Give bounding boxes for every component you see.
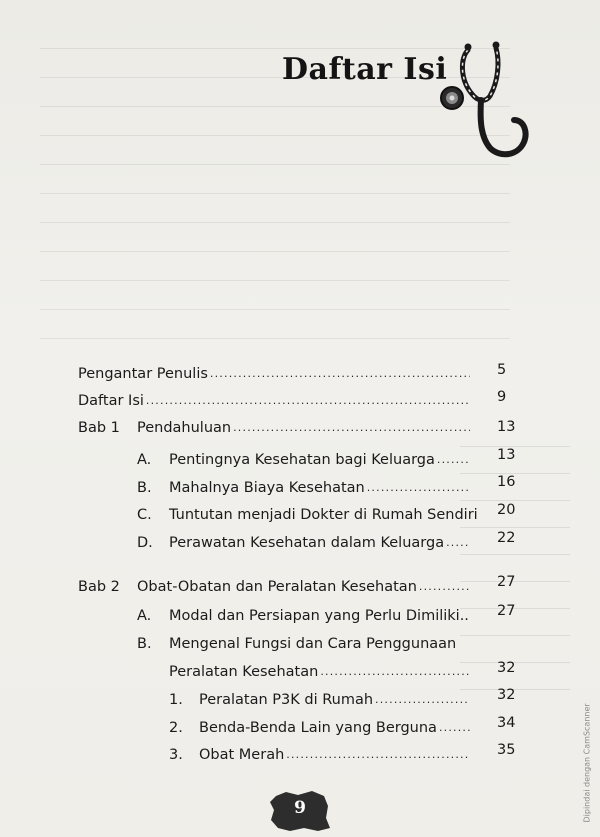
leader-dots <box>419 581 470 592</box>
toc-entry-page: 22 <box>497 530 516 546</box>
toc-entry-label: Pengantar Penulis <box>78 366 208 382</box>
toc-entry-label: Daftar Isi <box>78 393 144 409</box>
section-title: Perawatan Kesehatan dalam Keluarga <box>169 535 445 551</box>
page-number: 9 <box>294 798 306 818</box>
section-title: Mahalnya Biaya Kesehatan <box>169 480 365 496</box>
chapter-number: Bab 1 <box>78 420 120 436</box>
toc-subsection-2[interactable] <box>169 710 474 736</box>
toc-entry-page: 13 <box>497 447 516 463</box>
section-title: Tuntutan menjadi Dokter di Rumah Sendiri <box>169 507 478 523</box>
toc-entry-page: 20 <box>497 502 516 518</box>
subsection-number: 2. <box>169 720 183 736</box>
leader-dots <box>375 694 470 705</box>
section-letter: A. <box>137 452 152 468</box>
subsection-title: Obat Merah <box>199 747 285 763</box>
toc-entry-page: 9 <box>497 389 507 405</box>
leader-dots <box>437 454 470 465</box>
section-title: Mengenal Fungsi dan Cara Penggunaan <box>169 636 457 652</box>
watermark-text: Dipindai dengan CamScanner <box>582 703 592 823</box>
toc-subsection-1[interactable] <box>169 682 474 708</box>
leader-dots <box>146 395 470 406</box>
leader-dots <box>367 482 470 493</box>
chapter-title: Obat-Obatan dan Peralatan Kesehatan <box>137 579 417 595</box>
toc-section-1b[interactable] <box>137 470 474 496</box>
toc-section-2a[interactable] <box>137 598 477 624</box>
section-letter: D. <box>137 535 153 551</box>
toc-chapter-2[interactable] <box>78 569 474 595</box>
section-title-continued: Peralatan Kesehatan <box>169 664 319 680</box>
section-title: Pentingnya Kesehatan bagi Keluarga <box>169 452 435 468</box>
toc-section-1d[interactable] <box>137 525 474 551</box>
section-title: Modal dan Persiapan yang Perlu Dimiliki.. <box>169 608 469 624</box>
leader-dots <box>210 368 470 379</box>
toc-chapter-1[interactable] <box>78 410 474 436</box>
subsection-number: 1. <box>169 692 183 708</box>
section-letter: A. <box>137 608 152 624</box>
toc-section-1c[interactable] <box>137 497 482 523</box>
section-letter: C. <box>137 507 152 523</box>
scanner-watermark <box>580 655 594 825</box>
toc-section-2b[interactable] <box>137 626 477 652</box>
leader-dots <box>446 537 470 548</box>
toc-section-2b-continued[interactable] <box>169 654 474 680</box>
chapter-number: Bab 2 <box>78 579 120 595</box>
section-letter: B. <box>137 480 152 496</box>
leader-dots <box>233 422 470 433</box>
leader-dots <box>320 666 470 677</box>
page-number-badge <box>268 790 332 832</box>
subsection-title: Peralatan P3K di Rumah <box>199 692 374 708</box>
toc-entry-page: 13 <box>497 419 516 435</box>
toc-entry-page: 32 <box>497 687 516 703</box>
toc-entry-daftar-isi[interactable] <box>78 383 474 409</box>
toc-entry-page: 16 <box>497 474 516 490</box>
toc-entry-page: 27 <box>497 574 516 590</box>
leader-dots <box>439 722 470 733</box>
leader-dots <box>286 749 470 760</box>
section-letter: B. <box>137 636 152 652</box>
toc-subsection-3[interactable] <box>169 737 474 763</box>
toc-entry-page: 35 <box>497 742 516 758</box>
subsection-number: 3. <box>169 747 183 763</box>
toc-entry-pengantar[interactable] <box>78 356 474 382</box>
page-title: Daftar Isi <box>282 52 448 87</box>
toc-entry-page: 34 <box>497 715 516 731</box>
toc-section-1a[interactable] <box>137 442 474 468</box>
toc-entry-page: 27 <box>497 603 516 619</box>
toc-entry-page: 32 <box>497 660 516 676</box>
toc-entry-page: 5 <box>497 362 507 378</box>
subsection-title: Benda-Benda Lain yang Berguna <box>199 720 437 736</box>
chapter-title: Pendahuluan <box>137 420 232 436</box>
